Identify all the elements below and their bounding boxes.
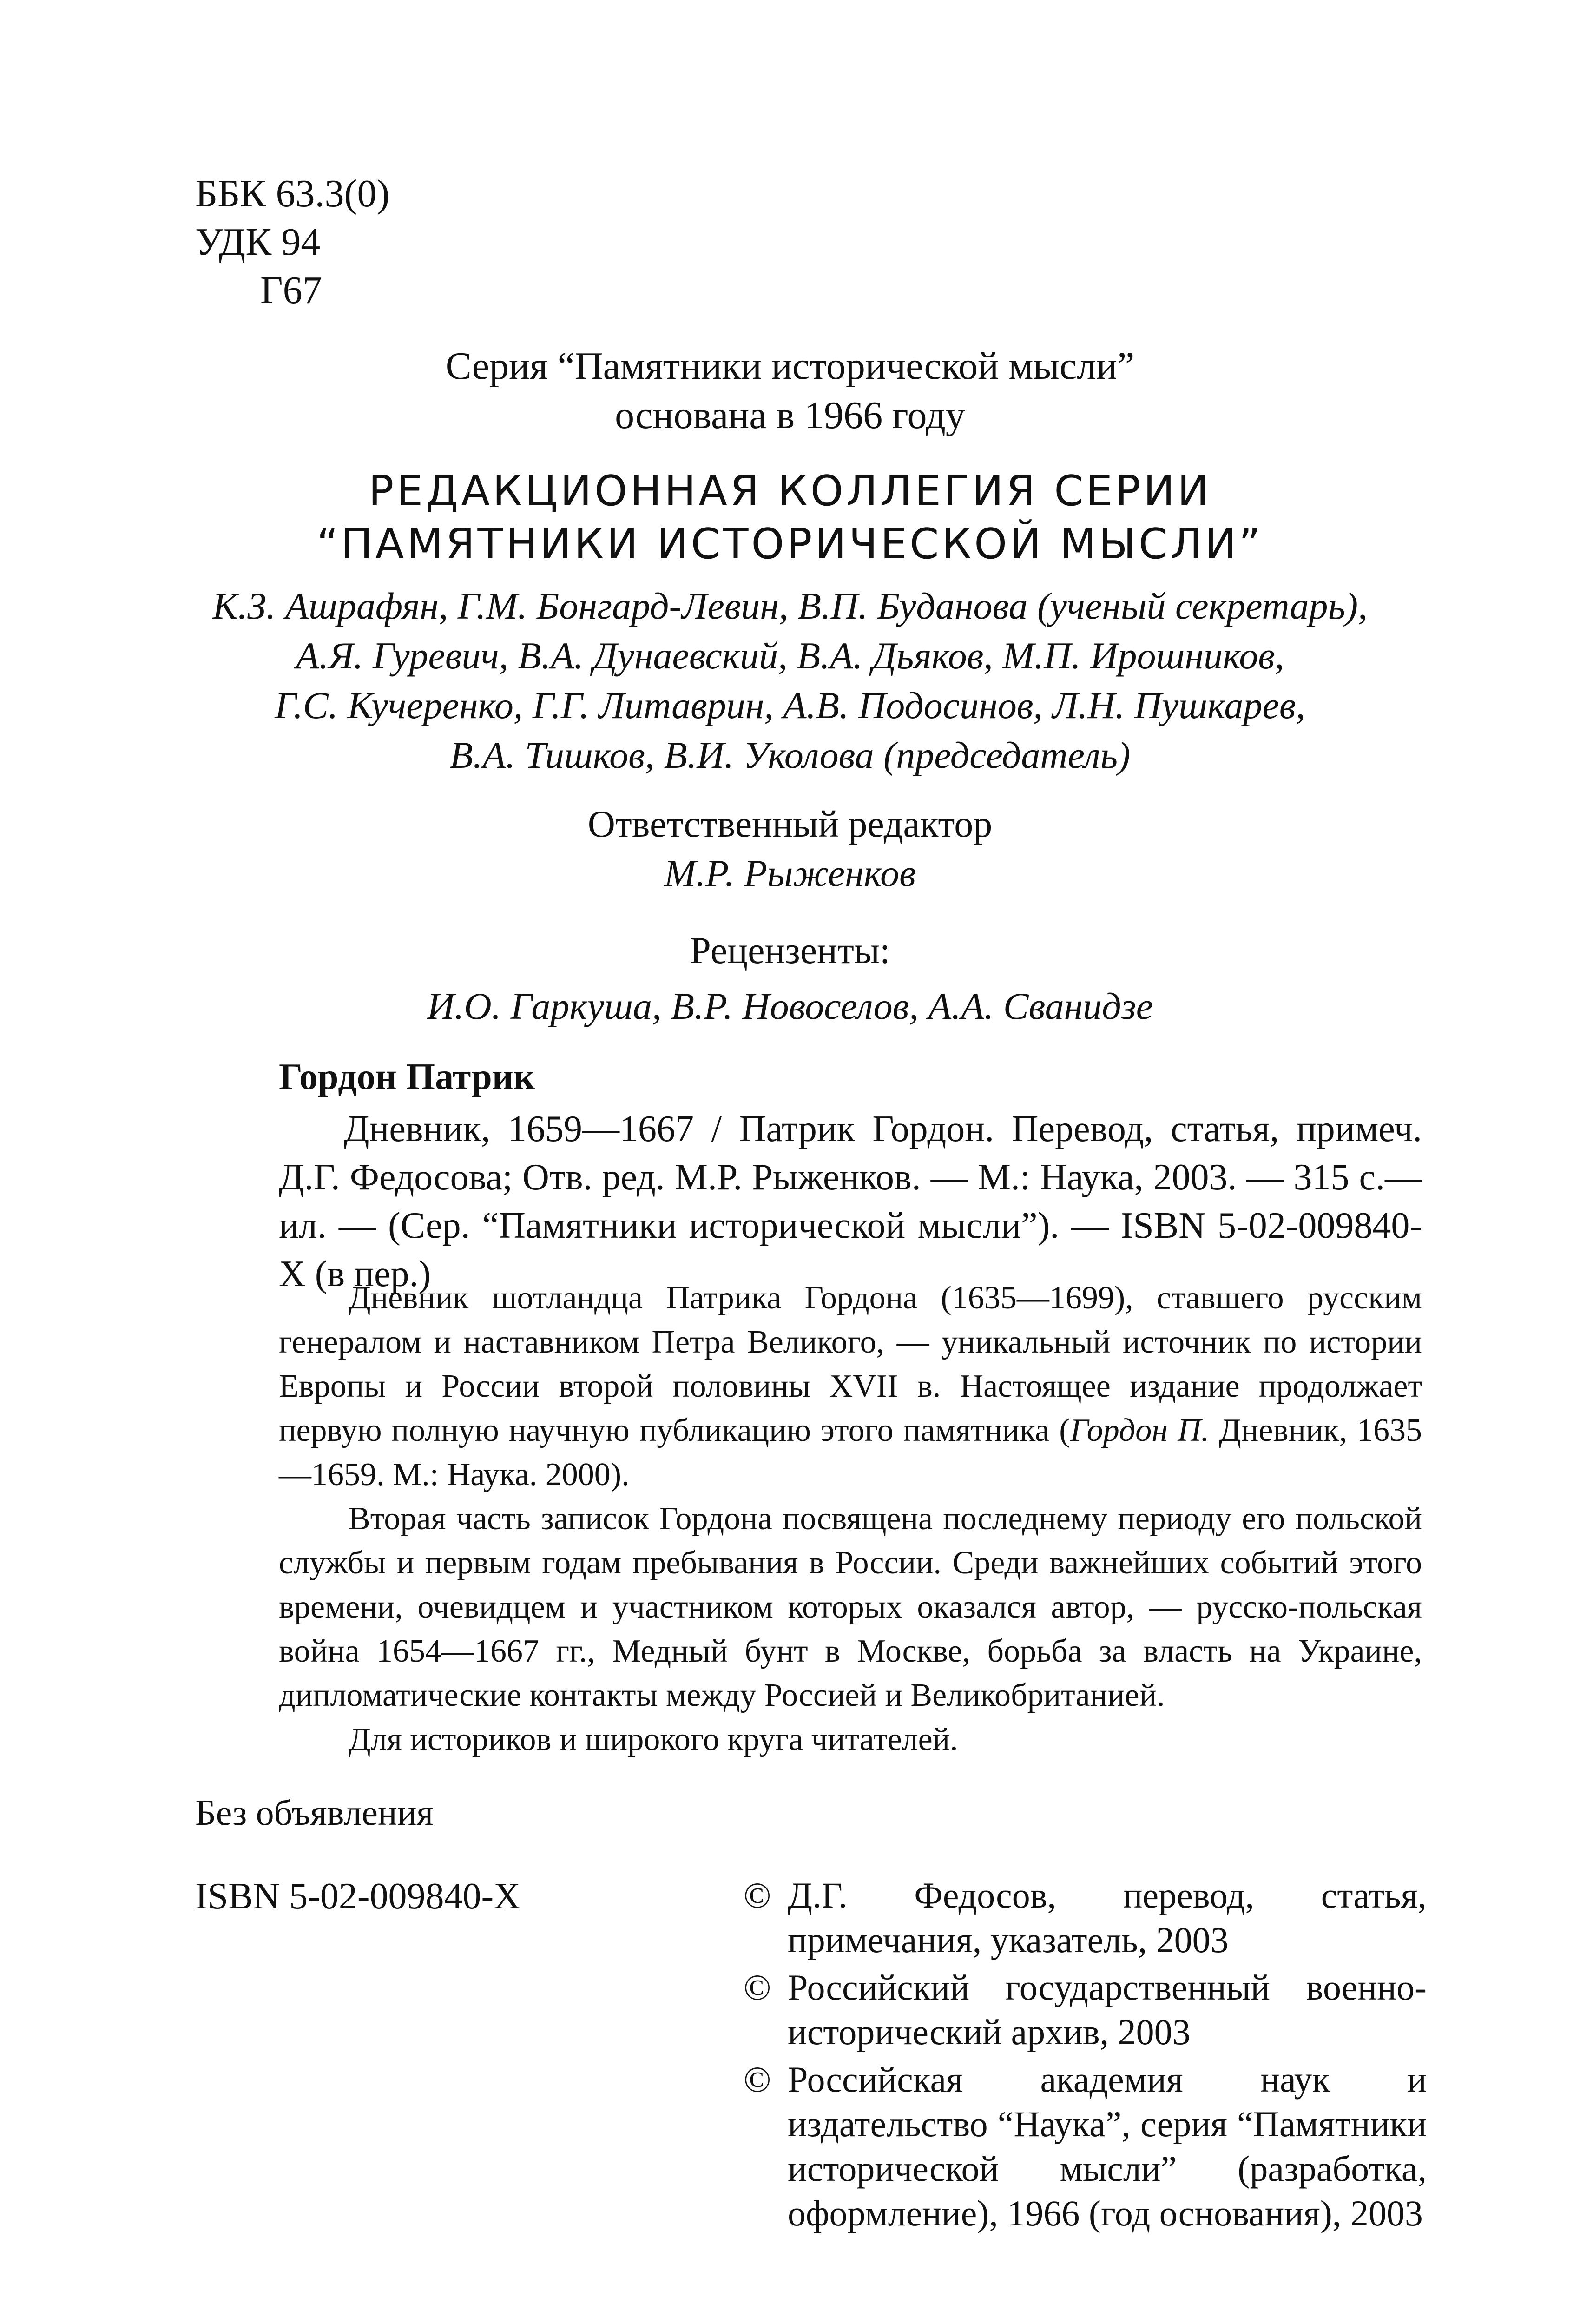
board-members-line: К.З. Ашрафян, Г.М. Бонгард-Левин, В.П. Буданова (ученый секретарь), bbox=[212, 585, 1368, 627]
reviewers bbox=[0, 923, 1580, 1034]
reviewers-label: Рецензенты: bbox=[690, 929, 890, 971]
board-title-line-2: “ПАМЯТНИКИ ИСТОРИЧЕСКОЙ МЫСЛИ” bbox=[316, 520, 1264, 568]
copyright-symbol: © bbox=[744, 1875, 771, 1915]
annotation-paragraph-1 bbox=[279, 1276, 1422, 1497]
bibliographic-record bbox=[279, 1053, 1422, 1298]
board-title-line-1: РЕДАКЦИОННАЯ КОЛЛЕГИЯ СЕРИИ bbox=[369, 467, 1211, 515]
editorial-board-heading bbox=[0, 465, 1580, 571]
annotation-p1-tail: Дневник, 1635—1659. М.: Наука. 2000). bbox=[279, 1413, 1422, 1492]
copyright-item bbox=[744, 1965, 1427, 2054]
copyright-symbol: © bbox=[744, 1967, 771, 2007]
udk-code: УДК 94 bbox=[195, 220, 321, 264]
board-members-line: В.А. Тишков, В.И. Уколова (председатель) bbox=[449, 734, 1131, 776]
copyright-list bbox=[744, 1873, 1427, 2238]
reviewers-names: И.О. Гаркуша, В.Р. Новоселов, А.А. Сванидзе bbox=[427, 985, 1153, 1027]
annotation-p1-text: Дневник шотландца Патрика Гордона (1635—1699), ставшего русским генералом и наставником Петра Великого, — уникальный источник по истории Европы и России второй половины XVII в. Настоящее издание продолжает первую полную научную публикацию этого памятника ( bbox=[279, 1280, 1422, 1448]
board-members-line: А.Я. Гуревич, В.А. Дунаевский, В.А. Дьяков, М.П. Ирошников, bbox=[296, 634, 1284, 677]
annotation-paragraph-3: Для историков и широкого круга читателей. bbox=[349, 1722, 958, 1757]
record-author: Гордон Патрик bbox=[279, 1056, 535, 1097]
classification-codes bbox=[195, 170, 389, 315]
copyright-text: Д.Г. Федосов, перевод, статья, примечания, указатель, 2003 bbox=[788, 1875, 1427, 1960]
series-line-1: Серия “Памятники исторической мысли” bbox=[445, 344, 1135, 388]
copyright-symbol: © bbox=[744, 2059, 771, 2100]
copyright-text: Российский государственный военно-исторический архив, 2003 bbox=[788, 1967, 1427, 2052]
editor-label: Ответственный редактор bbox=[587, 803, 993, 845]
annotation-paragraph-2: Вторая часть записок Гордона посвящена последнему периоду его польской службы и первым годам пребывания в России. Среди важнейших событий этого времени, очевидцем и участником которых оказался автор, — русско-польская война 1654—1667 гг., Медный бунт в Москве, борьба за власть на Украине, дипломатические контакты между Россией и Великобританией. bbox=[279, 1501, 1422, 1713]
board-members-line: Г.С. Кучеренко, Г.Г. Литаврин, А.В. Подосинов, Л.Н. Пушкарев, bbox=[275, 684, 1305, 726]
editorial-board-members bbox=[0, 581, 1580, 780]
annotation-p1-italic: Гордон П. bbox=[1070, 1413, 1210, 1448]
record-entry: Дневник, 1659—1667 / Патрик Гордон. Перевод, статья, примеч. Д.Г. Федосова; Отв. ред. М.Р. Рыженков. — М.: Наука, 2003. — 315 с.— ил. — (Сер. “Памятники исторической мысли”). — ISBN 5-02-009840-Х (в пер.) bbox=[279, 1109, 1422, 1294]
bbk-code: ББК 63.3(0) bbox=[195, 172, 390, 215]
no-ad-note: Без объявления bbox=[195, 1792, 434, 1833]
series-note bbox=[0, 342, 1580, 440]
series-line-2: основана в 1966 году bbox=[615, 394, 965, 437]
editor-name: М.Р. Рыженков bbox=[664, 852, 916, 894]
annotation bbox=[279, 1276, 1422, 1762]
copyright-item bbox=[744, 1873, 1427, 1962]
responsible-editor bbox=[0, 799, 1580, 898]
isbn: ISBN 5-02-009840-Х bbox=[195, 1876, 520, 1917]
author-mark: Г67 bbox=[260, 269, 322, 312]
copyright-item bbox=[744, 2057, 1427, 2236]
copyright-text: Российская академия наук и издательство “Наука”, серия “Памятники исторической мысли” (разработка, оформление), 1966 (год основания), 2003 bbox=[788, 2059, 1427, 2233]
